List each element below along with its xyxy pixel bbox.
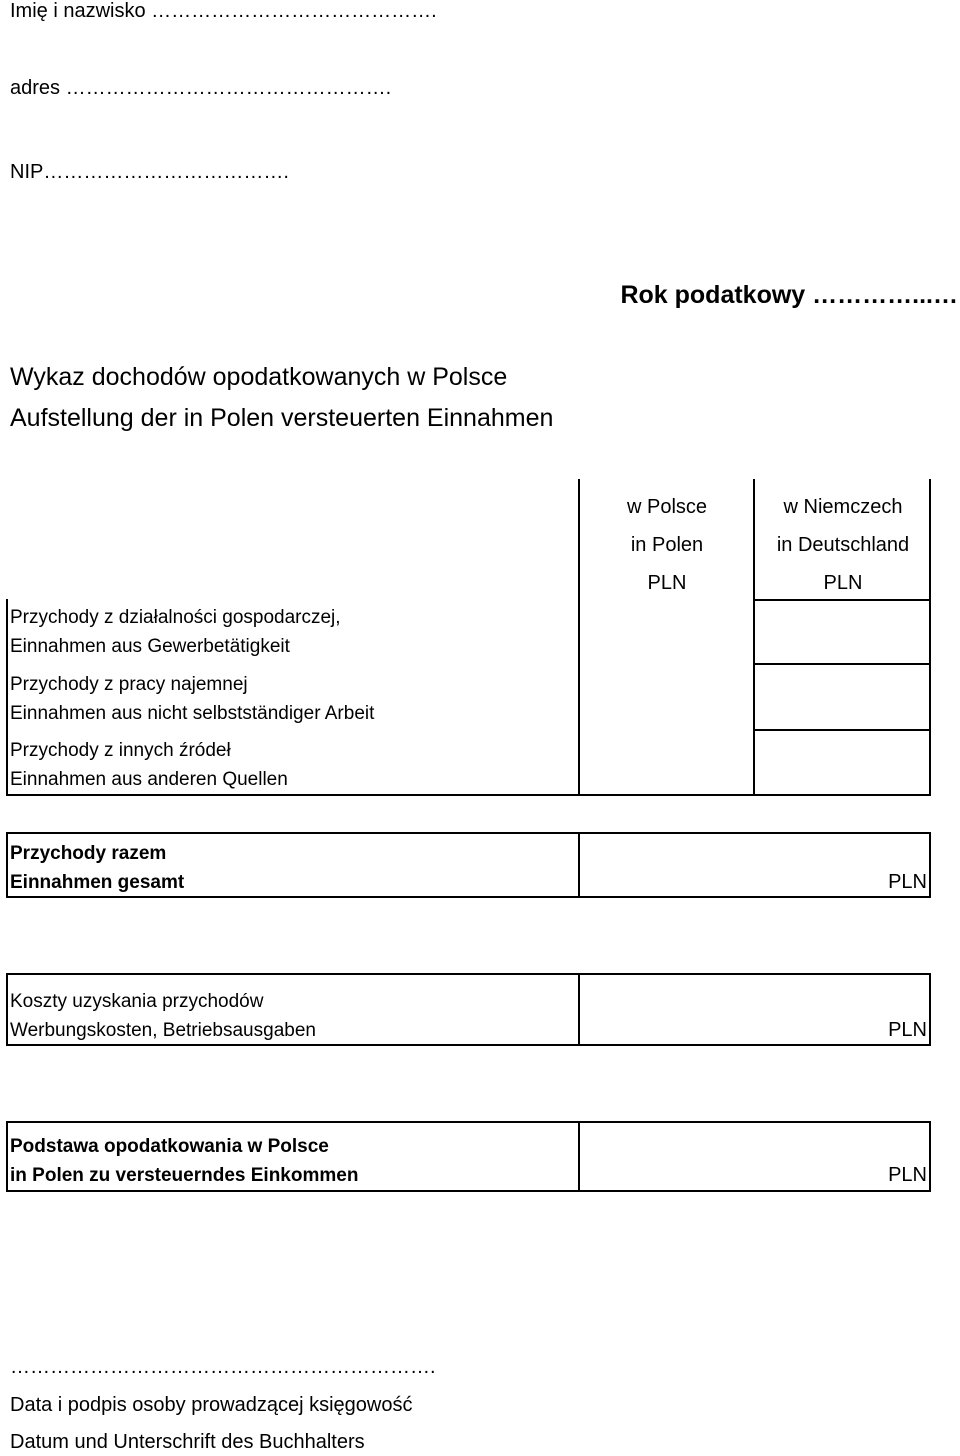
- box-border: [6, 832, 8, 898]
- box-border: [929, 832, 931, 898]
- column-poland-pl: w Polsce: [626, 496, 708, 518]
- other-poland-cell[interactable]: [580, 731, 753, 794]
- row-label-pl: Przychody z innych źródeł: [10, 740, 231, 761]
- currency-label: PLN: [888, 871, 927, 893]
- income-row-other: [10, 736, 288, 794]
- summary-label: [10, 839, 184, 897]
- column-header-germany: [755, 488, 931, 602]
- income-germany-cell[interactable]: [755, 601, 929, 663]
- label-pl: Podstawa opodatkowania w Polsce: [10, 1136, 329, 1157]
- signature-label-pl: Data i podpis osoby prowadzącej księgowość: [10, 1394, 413, 1416]
- title-de: Aufstellung der in Polen versteuerten Einnahmen: [10, 404, 554, 432]
- table-border: [929, 479, 931, 796]
- column-header-poland: [580, 488, 754, 602]
- currency-label: PLN: [888, 1019, 927, 1041]
- employment-poland-cell[interactable]: [580, 665, 753, 729]
- summary-costs: [6, 973, 931, 1046]
- address-field[interactable]: adres ………………………………………….: [10, 77, 392, 99]
- column-germany-de: in Deutschland: [776, 534, 910, 556]
- summary-total-income: [6, 832, 931, 898]
- column-poland-de: in Polen: [630, 534, 704, 556]
- title-pl: Wykaz dochodów opodatkowanych w Polsce: [10, 363, 508, 391]
- employment-germany-cell[interactable]: [755, 665, 929, 729]
- label-pl: Przychody razem: [10, 843, 167, 864]
- row-label-pl: Przychody z działalności gospodarczej,: [10, 607, 341, 628]
- column-germany-currency: PLN: [823, 572, 863, 594]
- box-border: [929, 973, 931, 1046]
- nip-field[interactable]: NIP……………………………….: [10, 161, 289, 183]
- income-row-business: [10, 603, 341, 661]
- signature-line[interactable]: ……………………………………………………….: [10, 1356, 436, 1378]
- summary-tax-base: [6, 1121, 931, 1192]
- tax-base-input[interactable]: [580, 1123, 929, 1190]
- name-field[interactable]: Imię i nazwisko …………………………………….: [10, 0, 437, 22]
- tax-year-field[interactable]: Rok podatkowy …………...…: [620, 281, 958, 309]
- row-label-de: Einnahmen aus Gewerbetätigkeit: [10, 636, 290, 657]
- column-poland-currency: PLN: [647, 572, 687, 594]
- income-poland-cell[interactable]: [580, 601, 753, 663]
- table-border: [6, 599, 8, 796]
- signature-label-de: Datum und Unterschrift des Buchhalters: [10, 1431, 365, 1453]
- summary-label: [10, 1132, 358, 1190]
- total-income-input[interactable]: [580, 834, 929, 896]
- column-germany-pl: w Niemczech: [783, 496, 903, 518]
- label-de: Werbungskosten, Betriebsausgaben: [10, 1020, 316, 1041]
- row-label-pl: Przychody z pracy najemnej: [10, 674, 248, 695]
- box-border: [6, 973, 8, 1046]
- costs-input[interactable]: [580, 975, 929, 1044]
- label-pl: Koszty uzyskania przychodów: [10, 991, 264, 1012]
- box-border: [6, 1121, 8, 1192]
- box-border: [929, 1121, 931, 1192]
- income-row-employment: [10, 670, 374, 728]
- row-label-de: Einnahmen aus anderen Quellen: [10, 769, 288, 790]
- box-border: [6, 1190, 931, 1192]
- row-label-de: Einnahmen aus nicht selbstständiger Arbeit: [10, 703, 375, 724]
- summary-label: [10, 987, 316, 1045]
- currency-label: PLN: [888, 1164, 927, 1186]
- label-de: in Polen zu versteuerndes Einkommen: [10, 1165, 359, 1186]
- label-de: Einnahmen gesamt: [10, 872, 185, 893]
- table-border: [6, 794, 931, 796]
- other-germany-cell[interactable]: [755, 731, 929, 794]
